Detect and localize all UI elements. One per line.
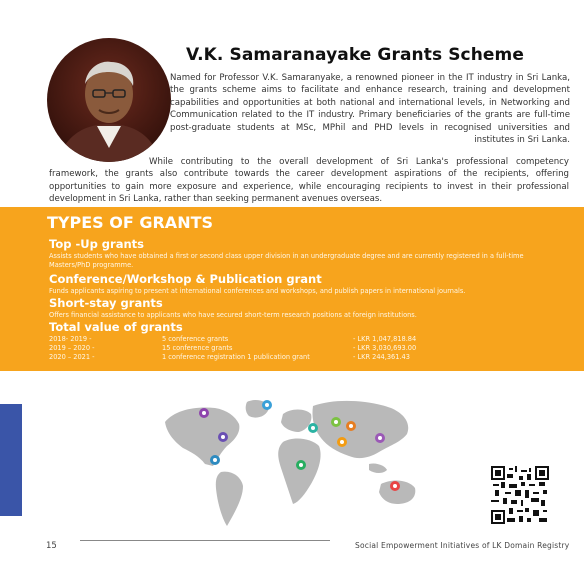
grant-types-band xyxy=(0,207,584,371)
map-pin xyxy=(210,455,220,465)
second-paragraph: While contributing to the overall development of Sri Lanka's professional competency framework, the grants also contribute towards the career development aspirations of the recipients, offering opportunities to gain more exposure and experience, while encouraging recipients to invest in their professional development in Sri Lanka, rather than seeking permanent avenues overseas. xyxy=(49,157,569,205)
map-pin xyxy=(375,433,385,443)
map-pin xyxy=(218,432,228,442)
world-map xyxy=(155,380,445,530)
map-pin xyxy=(296,460,306,470)
map-pin xyxy=(390,481,400,491)
total-year: 2019 – 2020 - xyxy=(49,344,95,352)
map-pin xyxy=(337,437,347,447)
portrait-photo xyxy=(47,38,171,162)
page-number: 15 xyxy=(46,541,57,551)
map-pin xyxy=(346,421,356,431)
topup-text: Assists students who have obtained a first or second class upper division in an undergraduate degree and are currently registered in a full-time Masters/PhD programme. xyxy=(49,252,524,269)
map-pin xyxy=(308,423,318,433)
total-heading: Total value of grants xyxy=(49,320,183,334)
total-amount: - LKR 244,361.43 xyxy=(353,353,410,361)
types-heading: TYPES OF GRANTS xyxy=(47,213,214,232)
conference-text: Funds applicants aspiring to present at international conferences and workshops, and publish papers in international journals. xyxy=(49,287,466,295)
map-pin xyxy=(262,400,272,410)
shortstay-heading: Short-stay grants xyxy=(49,296,163,310)
qr-code[interactable] xyxy=(491,466,549,524)
shortstay-text: Offers financial assistance to applicants who have secured short-term research positions at foreign institutions. xyxy=(49,311,417,319)
intro-paragraph: Named for Professor V.K. Samaranyake, a renowned pioneer in the IT industry in Sri Lanka, the grants scheme aims to facilitate and enhance research, training and development capabilities and opportunities at both national and international levels, in Networking and Communication related to the IT industry. Primary beneficiaries of the grants are full-time post-graduate students at MSc, MPhil and PHD levels in recognised universities and institutes in Sri Lanka. xyxy=(170,73,570,146)
topup-heading: Top -Up grants xyxy=(49,237,144,251)
footer-text: Social Empowerment Initiatives of LK Domain Registry xyxy=(355,541,570,550)
side-accent-bar xyxy=(0,404,22,516)
total-detail: 5 conference grants xyxy=(162,335,229,343)
map-pin xyxy=(199,408,209,418)
total-amount: - LKR 1,047,818.84 xyxy=(353,335,417,343)
map-pin xyxy=(331,417,341,427)
continents xyxy=(165,400,415,526)
footer-divider xyxy=(80,540,330,541)
total-amount: - LKR 3,030,693.00 xyxy=(353,344,417,352)
total-year: 2020 – 2021 - xyxy=(49,353,95,361)
total-detail: 15 conference grants xyxy=(162,344,233,352)
total-detail: 1 conference registration 1 publication grant xyxy=(162,353,310,361)
total-year: 2018- 2019 - xyxy=(49,335,92,343)
conference-heading: Conference/Workshop & Publication grant xyxy=(49,272,322,286)
page-title: V.K. Samaranayake Grants Scheme xyxy=(186,45,525,65)
